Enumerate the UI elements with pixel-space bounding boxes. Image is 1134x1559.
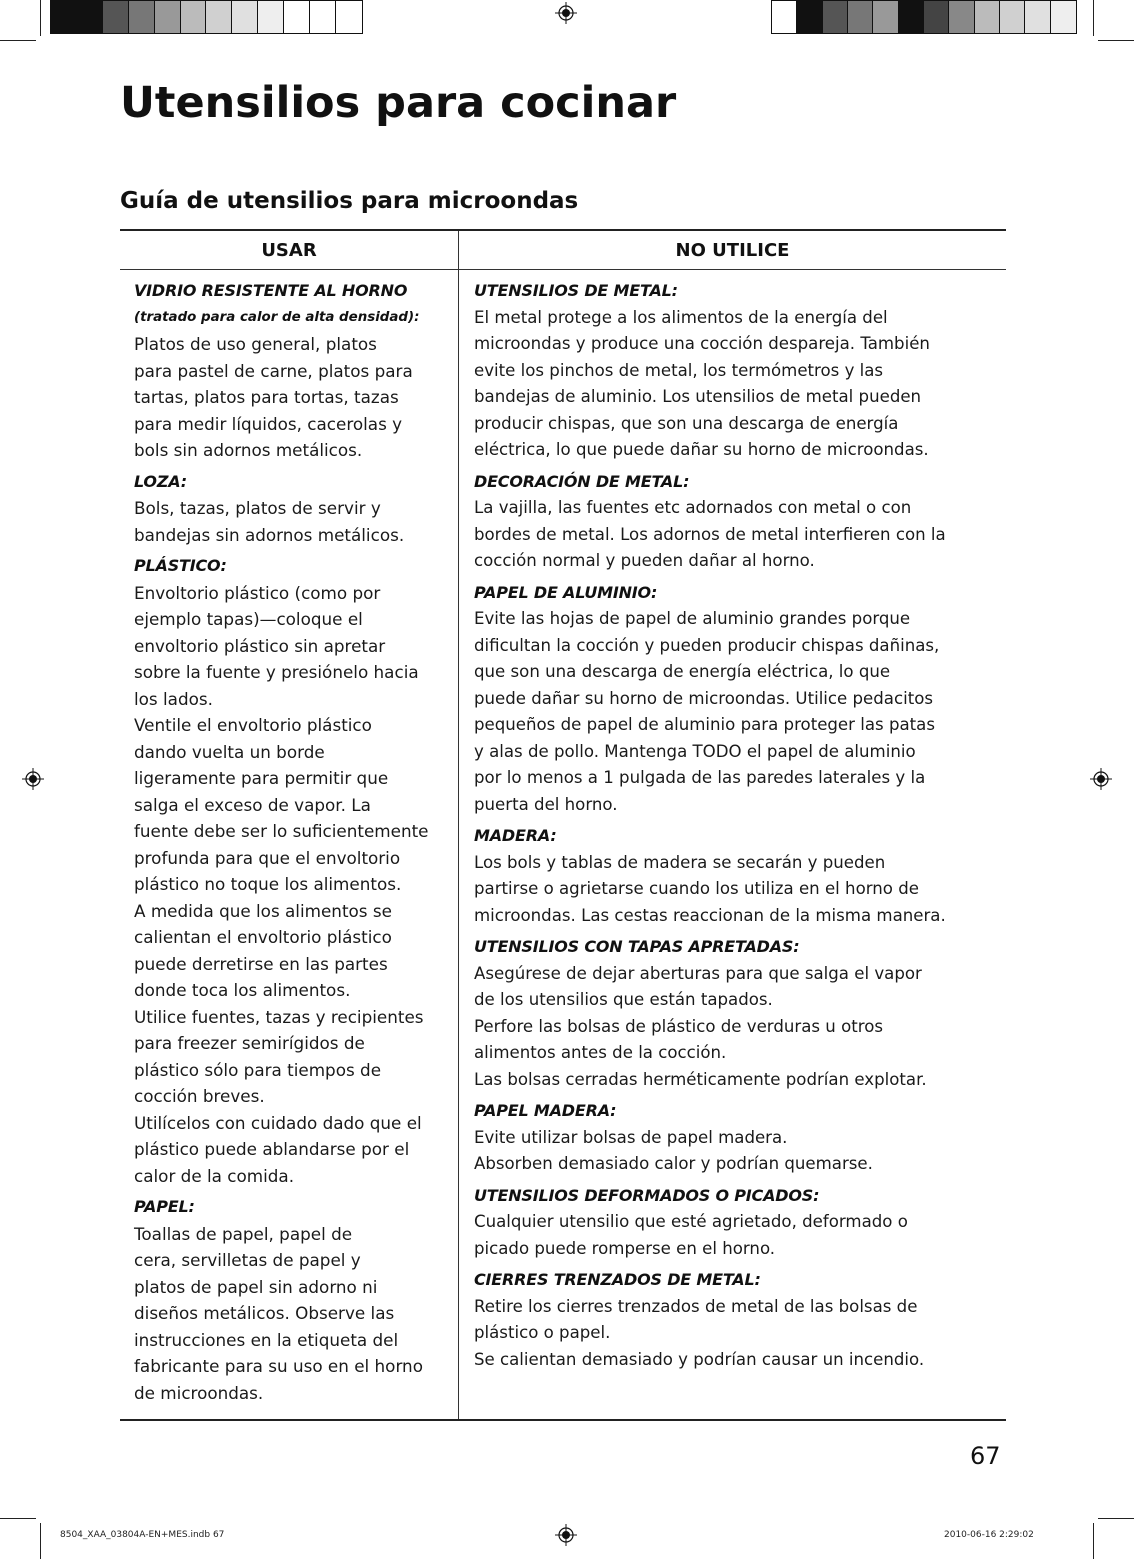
entry-text-line: dificultan la cocción y pueden producir chispas dañinas,: [474, 635, 940, 655]
entry-text-line: de microondas.: [134, 1382, 264, 1403]
crop-mark-top-left-v: [40, 0, 41, 36]
entry-title: UTENSILIOS DEFORMADOS O PICADOS:: [474, 1185, 820, 1205]
use-column: [134, 278, 456, 1411]
footer-timestamp: 2010-06-16 2:29:02: [944, 1530, 1034, 1540]
entry-title: VIDRIO RESISTENTE AL HORNO: [134, 281, 408, 300]
microwave-utensil-guide-table: [120, 229, 1006, 1421]
crop-mark-bottom-left-v: [40, 1523, 41, 1559]
color-swatch: [51, 1, 77, 33]
entry-text-line: bandejas de aluminio. Los utensilios de metal pueden: [474, 387, 922, 406]
entry-text-line: microondas y produce una cocción despareja. También: [474, 334, 930, 353]
color-swatch: [77, 1, 103, 33]
entry-subtitle: (tratado para calor de alta densidad):: [134, 309, 420, 325]
entry-text-line: plástico o papel.: [474, 1323, 611, 1342]
entry-text-line: para pastel de carne, platos para: [134, 360, 413, 381]
utensil-entry: [134, 469, 456, 549]
utensil-entry: [474, 580, 1002, 819]
color-swatch: [899, 1, 924, 33]
color-swatch: [924, 1, 949, 33]
entry-text-line: bols sin adornos metálicos.: [134, 440, 363, 460]
page-number: 67: [970, 1442, 1001, 1470]
entry-text-line: cera, servilletas de papel y: [134, 1250, 361, 1270]
entry-text-line: dando vuelta un borde: [134, 741, 325, 762]
entry-text-line: bordes de metal. Los adornos de metal interfieren con la: [474, 524, 946, 544]
color-swatch: [284, 1, 310, 33]
utensil-entry: [474, 278, 1002, 464]
entry-text-line: Retire los cierres trenzados de metal de las bolsas de: [474, 1296, 918, 1316]
section-title: Guía de utensilios para microondas: [120, 188, 579, 214]
entry-text-line: plástico sólo para tiempos de: [134, 1059, 382, 1080]
do-not-use-column: [474, 278, 1002, 1378]
crop-mark-top-right-h: [1098, 40, 1134, 41]
color-swatch: [181, 1, 207, 33]
crop-mark-bottom-right-h: [1098, 1518, 1134, 1519]
entry-text-line: que son una descarga de energía eléctrica, lo que: [474, 662, 891, 681]
color-swatch: [975, 1, 1000, 33]
entry-title: CIERRES TRENZADOS DE METAL:: [474, 1270, 761, 1289]
crop-mark-top-right-v: [1093, 0, 1094, 36]
color-swatch: [258, 1, 284, 33]
entry-text-line: y alas de pollo. Mantenga TODO el papel de aluminio: [474, 741, 916, 761]
utensil-entry: [474, 934, 1002, 1093]
entry-text-line: fabricante para su uso en el horno: [134, 1356, 423, 1376]
entry-title: PAPEL:: [134, 1197, 195, 1216]
utensil-entry: [134, 1194, 456, 1406]
entry-text-line: evite los pinchos de metal, los termómetros y las: [474, 360, 884, 380]
entry-text-line: cocción normal y pueden dañar al horno.: [474, 551, 815, 570]
color-swatch: [772, 1, 797, 33]
crop-mark-bottom-right-v: [1093, 1523, 1094, 1559]
page-title: Utensilios para cocinar: [120, 78, 677, 128]
entry-text-line: Asegúrese de dejar aberturas para que salga el vapor: [474, 963, 922, 983]
entry-text-line: tartas, platos para tortas, tazas: [134, 387, 399, 407]
entry-text-line: plástico no toque los alimentos.: [134, 874, 402, 894]
crop-mark-top-left-h: [0, 40, 36, 41]
entry-text-line: Los bols y tablas de madera se secarán y pueden: [474, 852, 886, 872]
color-swatch: [103, 1, 129, 33]
entry-text-line: ejemplo tapas)—coloque el: [134, 609, 363, 629]
entry-text-line: bandejas sin adornos metálicos.: [134, 524, 405, 545]
color-swatch: [206, 1, 232, 33]
entry-text-line: Utilice fuentes, tazas y recipientes: [134, 1006, 424, 1027]
utensil-entry: [474, 823, 1002, 929]
entry-text-line: Se calientan demasiado y podrían causar un incendio.: [474, 1349, 925, 1369]
entry-title: PAPEL DE ALUMINIO:: [474, 582, 658, 602]
entry-text-line: plástico puede ablandarse por el: [134, 1139, 410, 1159]
registration-mark-icon: [1090, 768, 1112, 790]
entry-text-line: calientan el envoltorio plástico: [134, 927, 392, 947]
entry-text-line: puede derretirse en las partes: [134, 953, 388, 974]
entry-text-line: Toallas de papel, papel de: [134, 1223, 353, 1244]
entry-title: PLÁSTICO:: [134, 556, 227, 575]
entry-text-line: para medir líquidos, cacerolas y: [134, 413, 403, 434]
entry-text-line: Cualquier utensilio que esté agrietado, deformado o: [474, 1212, 908, 1231]
entry-text-line: instrucciones en la etiqueta del: [134, 1329, 399, 1350]
color-swatch: [848, 1, 873, 33]
utensil-entry: [474, 469, 1002, 575]
entry-title: UTENSILIOS CON TAPAS APRETADAS:: [474, 937, 800, 956]
color-swatch: [823, 1, 848, 33]
color-swatch: [310, 1, 336, 33]
column-header-use: USAR: [261, 240, 317, 261]
entry-text-line: los lados.: [134, 688, 213, 709]
entry-text-line: fuente debe ser lo suficientemente: [134, 821, 429, 841]
entry-text-line: profunda para que el envoltorio: [134, 847, 401, 868]
entry-text-line: Absorben demasiado calor y podrían quemarse.: [474, 1154, 873, 1173]
entry-title: PAPEL MADERA:: [474, 1101, 617, 1120]
entry-text-line: sobre la fuente y presiónelo hacia: [134, 662, 419, 682]
color-swatch: [336, 1, 362, 33]
entry-text-line: pequeños de papel de aluminio para proteger las patas: [474, 715, 935, 734]
entry-text-line: picado puede romperse en el horno.: [474, 1238, 776, 1258]
entry-text-line: Bols, tazas, platos de servir y: [134, 498, 381, 518]
color-calibration-strip-right: [771, 0, 1077, 34]
entry-text-line: donde toca los alimentos.: [134, 980, 351, 1000]
utensil-entry: [474, 1267, 1002, 1373]
entry-text-line: Platos de uso general, platos: [134, 334, 377, 354]
footer-file-name: 8504_XAA_03804A-EN+MES.indb 67: [60, 1530, 225, 1540]
color-swatch: [155, 1, 181, 33]
entry-title: UTENSILIOS DE METAL:: [474, 281, 678, 300]
registration-mark-icon: [555, 2, 577, 24]
color-swatch: [949, 1, 974, 33]
entry-text-line: por lo menos a 1 pulgada de las paredes laterales y la: [474, 768, 926, 787]
entry-text-line: A medida que los alimentos se: [134, 900, 392, 921]
entry-text-line: alimentos antes de la cocción.: [474, 1043, 727, 1062]
entry-text-line: cocción breves.: [134, 1086, 265, 1106]
entry-text-line: Utilícelos con cuidado dado que el: [134, 1112, 422, 1133]
color-swatch: [232, 1, 258, 33]
color-swatch: [1051, 1, 1076, 33]
entry-text-line: calor de la comida.: [134, 1165, 295, 1186]
color-swatch: [129, 1, 155, 33]
entry-text-line: para freezer semirígidos de: [134, 1033, 365, 1053]
column-divider: [458, 231, 459, 1419]
utensil-entry: [474, 1183, 1002, 1263]
entry-text-line: eléctrica, lo que puede dañar su horno de microondas.: [474, 440, 929, 459]
color-swatch: [1000, 1, 1025, 33]
utensil-entry: [134, 553, 456, 1189]
entry-title: DECORACIÓN DE METAL:: [474, 471, 690, 491]
crop-mark-bottom-left-h: [0, 1518, 36, 1519]
entry-text-line: producir chispas, que son una descarga de energía: [474, 413, 899, 433]
registration-mark-icon: [22, 768, 44, 790]
utensil-entry: [134, 278, 456, 464]
entry-title: LOZA:: [134, 471, 187, 491]
entry-text-line: Envoltorio plástico (como por: [134, 582, 381, 603]
color-swatch: [1025, 1, 1050, 33]
entry-text-line: salga el exceso de vapor. La: [134, 794, 371, 815]
entry-text-line: puede dañar su horno de microondas. Utilice pedacitos: [474, 688, 934, 708]
entry-text-line: Evite utilizar bolsas de papel madera.: [474, 1127, 788, 1147]
entry-text-line: de los utensilios que están tapados.: [474, 990, 773, 1009]
color-calibration-strip-left: [50, 0, 363, 34]
entry-text-line: microondas. Las cestas reaccionan de la misma manera.: [474, 905, 946, 925]
entry-text-line: Perfore las bolsas de plástico de verduras u otros: [474, 1016, 883, 1036]
entry-text-line: puerta del horno.: [474, 794, 618, 814]
color-swatch: [873, 1, 898, 33]
entry-text-line: partirse o agrietarse cuando los utiliza en el horno de: [474, 879, 919, 898]
color-swatch: [797, 1, 822, 33]
entry-text-line: El metal protege a los alimentos de la energía del: [474, 307, 888, 327]
utensil-entry: [474, 1098, 1002, 1178]
entry-title: MADERA:: [474, 826, 557, 845]
column-header-do-not-use: NO UTILICE: [675, 240, 790, 261]
entry-text-line: diseños metálicos. Observe las: [134, 1303, 395, 1323]
entry-text-line: Evite las hojas de papel de aluminio grandes porque: [474, 609, 911, 628]
entry-text-line: Ventile el envoltorio plástico: [134, 715, 372, 735]
entry-text-line: envoltorio plástico sin apretar: [134, 635, 386, 656]
entry-text-line: La vajilla, las fuentes etc adornados con metal o con: [474, 498, 912, 517]
entry-text-line: ligeramente para permitir que: [134, 768, 389, 788]
header-rule: [120, 269, 1006, 270]
registration-mark-icon: [555, 1524, 577, 1546]
entry-text-line: platos de papel sin adorno ni: [134, 1276, 378, 1297]
entry-text-line: Las bolsas cerradas herméticamente podrían explotar.: [474, 1069, 927, 1089]
